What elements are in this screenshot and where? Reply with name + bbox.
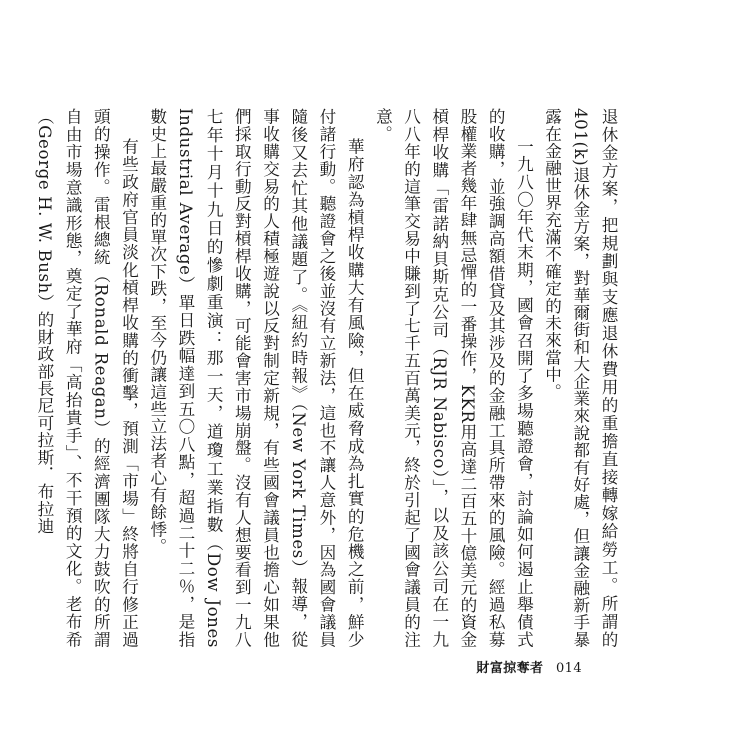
paragraph-1: 退休金方案，把規劃與支應退休費用的重擔直接轉嫁給勞工。所謂的401(k)退休金方案，對華爾街和大企業來說都有好處，但讓金融新手暴露在金融世界充滿不確定的未來當中。 xyxy=(542,108,618,648)
page-footer xyxy=(476,657,582,676)
paragraph-2: 一九八〇年代末期，國會召開了多場聽證會，討論如何遏止舉債式的收購，並強調高額借貸及其涉及的金融工具所帶來的風險。經過私募股權業者幾年肆無忌憚的一番操作，KKR用高達二百五十億美元的資金槓桿收購「雷諾納貝斯克公司（RJR Nabisco）」，以及該公司在一九八八年的這筆交易中賺到了七千五百萬美元，終於引起了國會議員的注意。 xyxy=(373,108,534,648)
paragraph-3: 華府認為槓桿收購大有風險，但在威脅成為扎實的危機之前，鮮少付諸行動。聽證會之後並沒有立新法，這也不讓人意外，因為國會議員隨後又去忙其他議題了。《紐約時報》（New York Times）報導，從事收購交易的人積極遊說以反對制定新規，有些國會議員也擔心如果他們採取行動反對槓桿收購，可能會害市場崩盤。沒有人想要看到一九八七年十月十九日的慘劇重演：那一天，道瓊工業指數（Dow Jones Industrial Average）單日跌幅達到五〇八點，超過二十二％，是指數史上最嚴重的單次下跌，至今仍讓這些立法者心有餘悸。 xyxy=(147,108,365,648)
paragraph-4: 有些政府官員淡化槓桿收購的衝擊，預測「市場」終將自行修正過頭的操作。雷根總統（Ronald Reagan）的經濟團隊大力鼓吹的所謂自由市場意識形態，奠定了華府「高抬貴手」、不干預的文化。老布希（George H. W. Bush）的財政部長尼可拉斯．布拉迪 xyxy=(34,108,139,648)
page-number: 014 xyxy=(555,661,582,676)
body-text xyxy=(30,108,622,648)
running-title: 財富掠奪者 xyxy=(476,661,544,676)
